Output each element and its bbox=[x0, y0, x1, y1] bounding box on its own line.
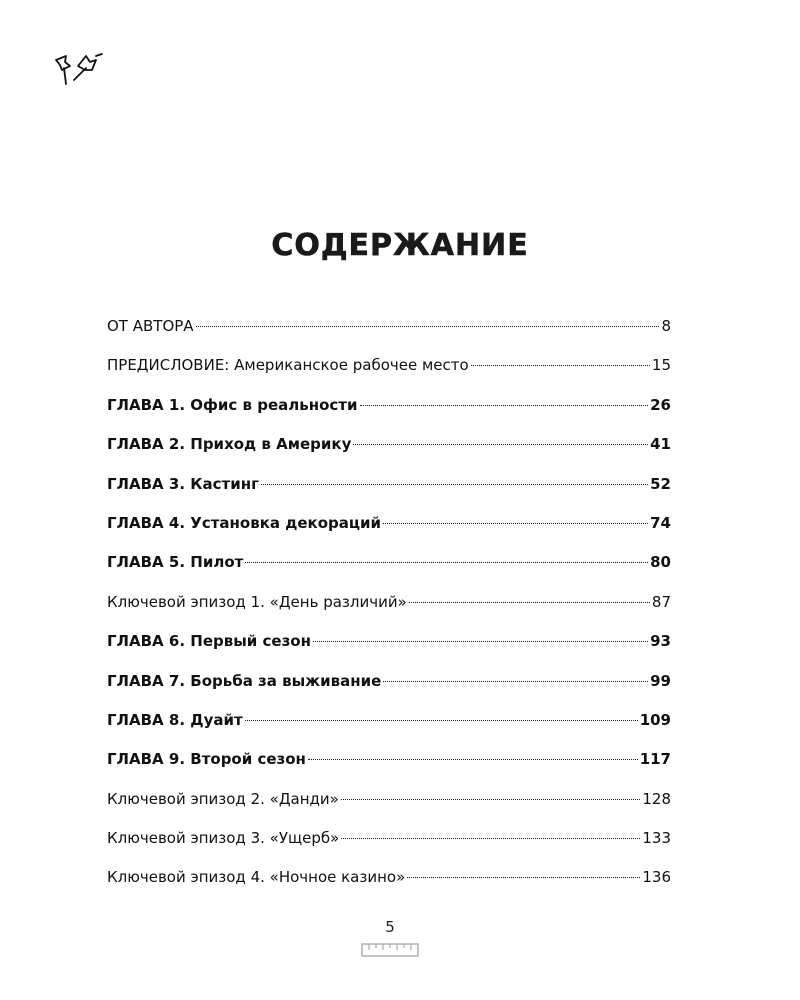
toc-entry bbox=[107, 351, 671, 390]
toc-entry-text: Кастинг bbox=[190, 474, 259, 493]
dot-leader bbox=[313, 641, 648, 642]
toc-entry-label bbox=[107, 470, 259, 498]
dot-leader bbox=[353, 444, 648, 445]
toc-page-number: 109 bbox=[639, 710, 671, 729]
toc-entry bbox=[107, 824, 671, 863]
toc-entry-label bbox=[107, 351, 469, 379]
dot-leader bbox=[383, 681, 648, 682]
toc-page-number: 8 bbox=[661, 317, 671, 335]
toc-entry bbox=[107, 745, 671, 784]
toc-entry bbox=[107, 785, 671, 824]
toc-chapter-number: ГЛАВА 1. bbox=[107, 395, 186, 414]
toc-page-number: 74 bbox=[650, 513, 671, 532]
table-of-contents bbox=[107, 312, 671, 903]
toc-entry-label bbox=[107, 548, 243, 576]
toc-page-number: 15 bbox=[651, 356, 671, 375]
toc-page-number: 93 bbox=[650, 632, 671, 651]
toc-entry bbox=[107, 509, 671, 548]
toc-page-number: 26 bbox=[650, 395, 671, 414]
toc-entry-label bbox=[107, 824, 339, 852]
toc-page-number: 128 bbox=[642, 789, 671, 808]
toc-entry bbox=[107, 470, 671, 509]
toc-entry-label bbox=[107, 430, 351, 458]
dot-leader bbox=[409, 602, 650, 603]
dot-leader bbox=[383, 523, 648, 524]
toc-entry-text: Офис в реальности bbox=[190, 395, 358, 414]
toc-page-number: 41 bbox=[650, 435, 671, 454]
toc-page-number: 136 bbox=[642, 868, 671, 887]
toc-entry bbox=[107, 667, 671, 706]
dot-leader bbox=[196, 326, 660, 327]
toc-page-number: 133 bbox=[642, 829, 671, 848]
toc-entry bbox=[107, 588, 671, 627]
toc-entry-label bbox=[107, 391, 358, 419]
dot-leader bbox=[261, 484, 648, 485]
toc-entry-text: Дуайт bbox=[190, 710, 243, 729]
toc-entry bbox=[107, 391, 671, 430]
toc-entry bbox=[107, 548, 671, 587]
toc-page-number: 87 bbox=[651, 592, 671, 611]
dot-leader bbox=[245, 720, 638, 721]
toc-entry-text: Приход в Америку bbox=[190, 435, 352, 454]
dot-leader bbox=[407, 877, 640, 878]
toc-entry-text: Установка декораций bbox=[190, 513, 381, 532]
toc-entry bbox=[107, 706, 671, 745]
toc-chapter-number: ГЛАВА 9. bbox=[107, 750, 186, 769]
toc-entry-label bbox=[107, 509, 381, 537]
toc-entry bbox=[107, 312, 671, 351]
toc-chapter-number: ГЛАВА 6. bbox=[107, 632, 186, 651]
toc-entry-label bbox=[107, 312, 194, 340]
toc-entry-text: Первый сезон bbox=[190, 632, 311, 651]
toc-entry-text: Второй сезон bbox=[190, 750, 306, 769]
toc-entry-text: Пилот bbox=[190, 553, 244, 572]
toc-chapter-number: ГЛАВА 8. bbox=[107, 710, 186, 729]
toc-chapter-number: ГЛАВА 3. bbox=[107, 474, 186, 493]
page-number: 5 bbox=[385, 918, 395, 936]
toc-page-number: 117 bbox=[639, 750, 671, 769]
toc-page-number: 52 bbox=[650, 474, 671, 493]
dot-leader bbox=[471, 365, 650, 366]
page-title: СОДЕРЖАНИЕ bbox=[271, 228, 529, 263]
toc-chapter-number: ГЛАВА 5. bbox=[107, 553, 186, 572]
toc-entry-text: Ключевой эпизод 4. «Ночное казино» bbox=[107, 868, 406, 887]
dot-leader bbox=[308, 759, 638, 760]
push-pins-icon bbox=[52, 50, 106, 92]
toc-entry-label bbox=[107, 863, 405, 891]
toc-chapter-number: ГЛАВА 7. bbox=[107, 671, 186, 690]
toc-chapter-number: ГЛАВА 2. bbox=[107, 435, 186, 454]
dot-leader bbox=[360, 405, 649, 406]
toc-page-number: 80 bbox=[650, 553, 671, 572]
toc-entry-text: Борьба за выживание bbox=[190, 671, 382, 690]
toc-entry-label bbox=[107, 627, 311, 655]
toc-entry bbox=[107, 430, 671, 469]
toc-entry-label bbox=[107, 745, 306, 773]
toc-entry-text: Ключевой эпизод 3. «Ущерб» bbox=[107, 829, 340, 848]
ruler-icon bbox=[361, 942, 419, 958]
toc-page-number: 99 bbox=[650, 671, 671, 690]
dot-leader bbox=[245, 562, 648, 563]
toc-entry-label bbox=[107, 667, 381, 695]
dot-leader bbox=[341, 799, 641, 800]
toc-entry-text: ОТ АВТОРА bbox=[107, 317, 194, 335]
toc-entry bbox=[107, 863, 671, 902]
toc-chapter-number: ГЛАВА 4. bbox=[107, 513, 186, 532]
toc-entry-label bbox=[107, 785, 339, 813]
toc-entry-label bbox=[107, 588, 407, 616]
toc-entry-text: Ключевой эпизод 1. «День различий» bbox=[107, 592, 407, 611]
toc-entry-text: Ключевой эпизод 2. «Данди» bbox=[107, 789, 339, 808]
toc-entry-text: ПРЕДИСЛОВИЕ: Американское рабочее место bbox=[107, 356, 469, 375]
toc-entry-label bbox=[107, 706, 243, 734]
toc-entry bbox=[107, 627, 671, 666]
dot-leader bbox=[341, 838, 640, 839]
